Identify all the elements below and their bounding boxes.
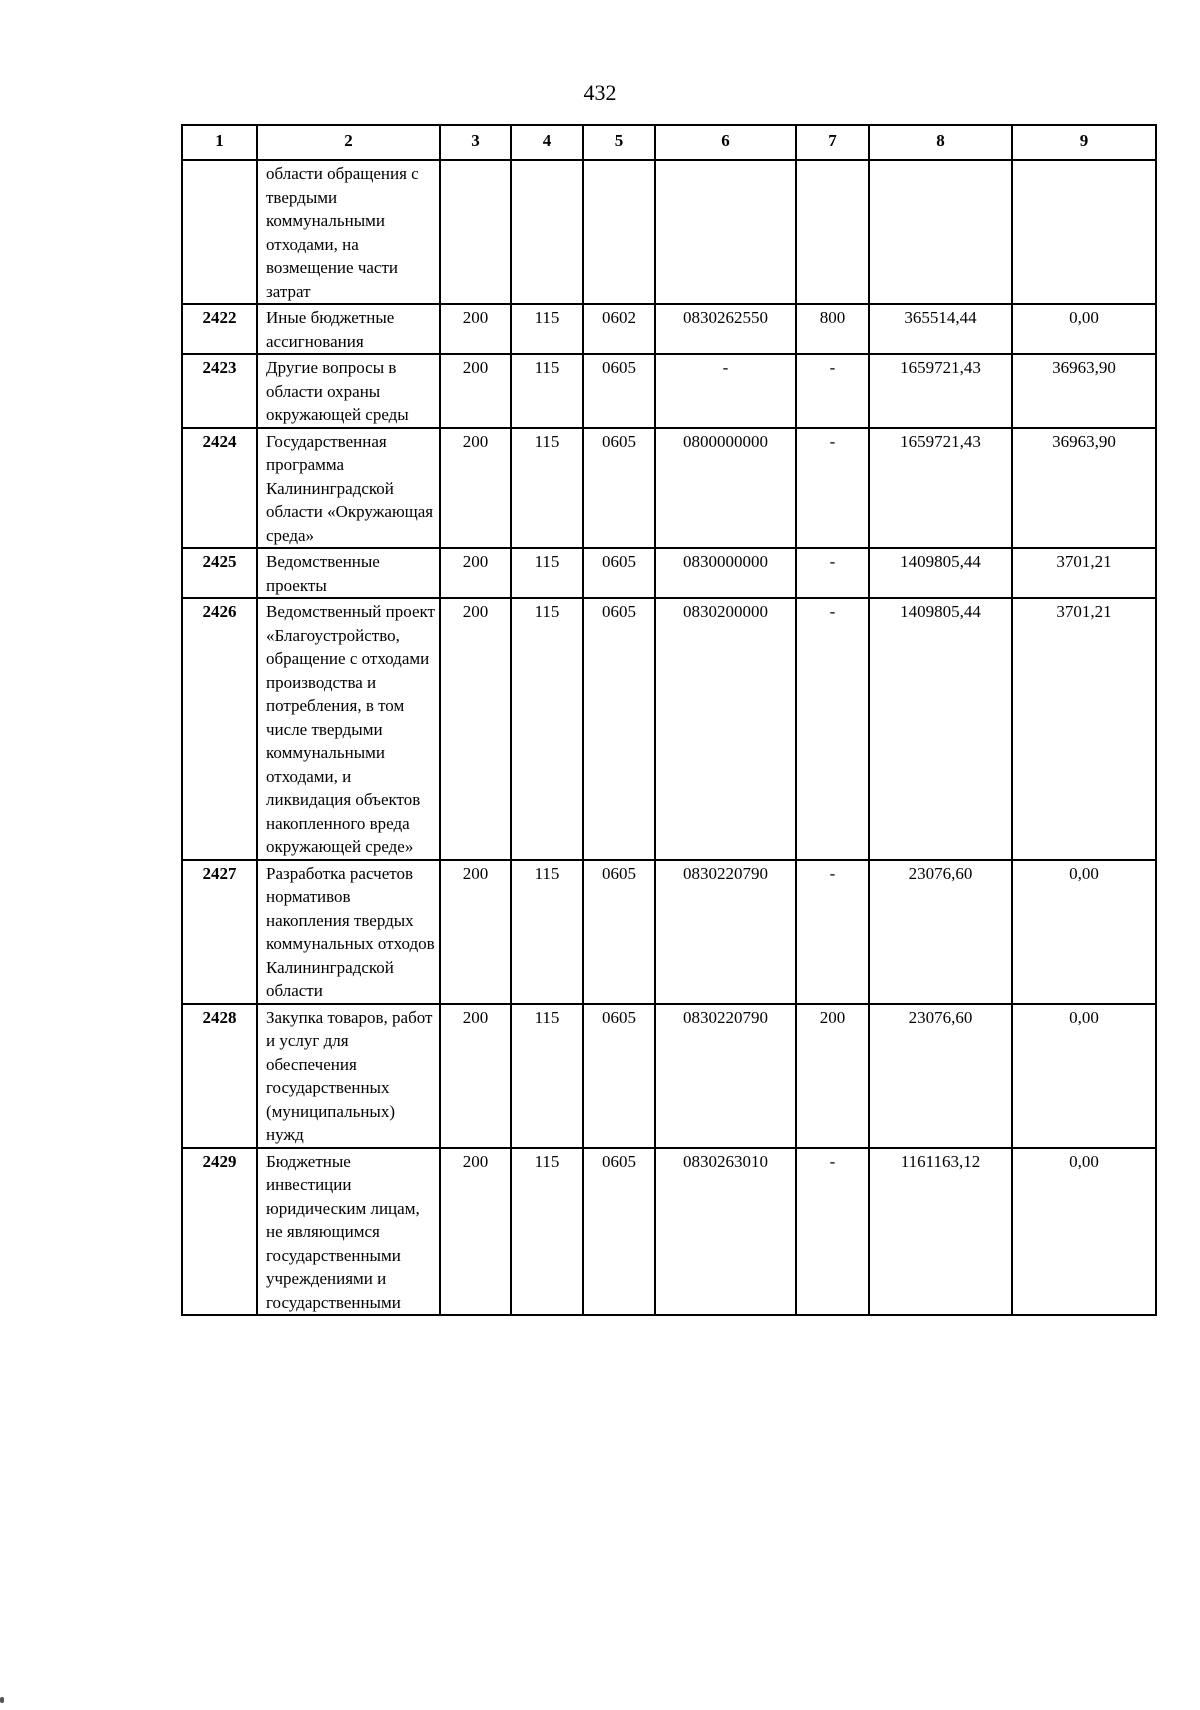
table-row xyxy=(182,1148,1156,1316)
expense-type-cell: - xyxy=(796,548,869,598)
amount-cell: 1161163,12 xyxy=(869,1148,1012,1316)
amount-secondary-cell xyxy=(1012,160,1156,304)
row-number-cell: 2427 xyxy=(182,860,257,1004)
target-article-cell: 0830000000 xyxy=(655,548,796,598)
column-header: 5 xyxy=(583,125,655,160)
row-name-cell: Иные бюджетные ассигнования xyxy=(257,304,440,354)
row-name-cell: Разработка расчетов нормативов накопления твердых коммунальных отходов Калининградской области xyxy=(257,860,440,1004)
ministry-code-cell xyxy=(511,160,583,304)
amount-cell: 23076,60 xyxy=(869,860,1012,1004)
table-row xyxy=(182,1004,1156,1148)
section-code-cell: 0605 xyxy=(583,1004,655,1148)
target-article-cell: 0800000000 xyxy=(655,428,796,549)
admin-code-cell: 200 xyxy=(440,860,511,1004)
expense-type-cell: - xyxy=(796,598,869,860)
table-header-row xyxy=(182,125,1156,160)
ministry-code-cell: 115 xyxy=(511,428,583,549)
expense-type-cell: - xyxy=(796,428,869,549)
ministry-code-cell: 115 xyxy=(511,548,583,598)
ministry-code-cell: 115 xyxy=(511,304,583,354)
table-row xyxy=(182,598,1156,860)
section-code-cell: 0605 xyxy=(583,1148,655,1316)
row-name-cell: Ведомственные проекты xyxy=(257,548,440,598)
row-number-cell: 2428 xyxy=(182,1004,257,1148)
row-name-cell: Бюджетные инвестиции юридическим лицам, не являющимся государственными учреждениями и государственными xyxy=(257,1148,440,1316)
admin-code-cell: 200 xyxy=(440,304,511,354)
ministry-code-cell: 115 xyxy=(511,1004,583,1148)
scan-speck xyxy=(0,1697,4,1703)
target-article-cell: 0830200000 xyxy=(655,598,796,860)
target-article-cell: 0830262550 xyxy=(655,304,796,354)
ministry-code-cell: 115 xyxy=(511,598,583,860)
expense-type-cell: - xyxy=(796,1148,869,1316)
amount-secondary-cell: 0,00 xyxy=(1012,304,1156,354)
amount-cell xyxy=(869,160,1012,304)
row-number-cell: 2422 xyxy=(182,304,257,354)
admin-code-cell: 200 xyxy=(440,598,511,860)
row-name-cell: Ведомственный проект «Благоустройство, обращение с отходами производства и потребления, в том числе твердыми коммунальными отходами, и ликвидация объектов накопленного вреда окружающей среде» xyxy=(257,598,440,860)
table-row xyxy=(182,354,1156,428)
admin-code-cell: 200 xyxy=(440,1148,511,1316)
expense-type-cell: 800 xyxy=(796,304,869,354)
page-number: 432 xyxy=(583,80,617,105)
amount-secondary-cell: 36963,90 xyxy=(1012,354,1156,428)
admin-code-cell: 200 xyxy=(440,428,511,549)
expense-type-cell: - xyxy=(796,860,869,1004)
ministry-code-cell: 115 xyxy=(511,860,583,1004)
target-article-cell: 0830220790 xyxy=(655,860,796,1004)
ministry-code-cell: 115 xyxy=(511,354,583,428)
admin-code-cell: 200 xyxy=(440,548,511,598)
ministry-code-cell: 115 xyxy=(511,1148,583,1316)
amount-secondary-cell: 0,00 xyxy=(1012,1148,1156,1316)
target-article-cell: - xyxy=(655,354,796,428)
target-article-cell: 0830220790 xyxy=(655,1004,796,1148)
section-code-cell: 0602 xyxy=(583,304,655,354)
column-header: 3 xyxy=(440,125,511,160)
section-code-cell: 0605 xyxy=(583,598,655,860)
amount-secondary-cell: 0,00 xyxy=(1012,1004,1156,1148)
expense-type-cell: 200 xyxy=(796,1004,869,1148)
table-row xyxy=(182,548,1156,598)
row-number-cell: 2425 xyxy=(182,548,257,598)
target-article-cell: 0830263010 xyxy=(655,1148,796,1316)
amount-cell: 23076,60 xyxy=(869,1004,1012,1148)
row-name-cell: Государственная программа Калининградской области «Окружающая среда» xyxy=(257,428,440,549)
section-code-cell: 0605 xyxy=(583,428,655,549)
expense-type-cell: - xyxy=(796,354,869,428)
amount-secondary-cell: 0,00 xyxy=(1012,860,1156,1004)
amount-secondary-cell: 3701,21 xyxy=(1012,548,1156,598)
column-header: 6 xyxy=(655,125,796,160)
column-header: 7 xyxy=(796,125,869,160)
table-row xyxy=(182,304,1156,354)
row-name-cell: Другие вопросы в области охраны окружающей среды xyxy=(257,354,440,428)
amount-cell: 1659721,43 xyxy=(869,354,1012,428)
table-row xyxy=(182,860,1156,1004)
amount-cell: 1659721,43 xyxy=(869,428,1012,549)
row-number-cell: 2423 xyxy=(182,354,257,428)
row-number-cell: 2426 xyxy=(182,598,257,860)
amount-cell: 1409805,44 xyxy=(869,598,1012,860)
row-number-cell: 2429 xyxy=(182,1148,257,1316)
table-row xyxy=(182,160,1156,304)
section-code-cell: 0605 xyxy=(583,354,655,428)
section-code-cell xyxy=(583,160,655,304)
column-header: 8 xyxy=(869,125,1012,160)
row-number-cell: 2424 xyxy=(182,428,257,549)
section-code-cell: 0605 xyxy=(583,860,655,1004)
admin-code-cell xyxy=(440,160,511,304)
amount-secondary-cell: 36963,90 xyxy=(1012,428,1156,549)
row-number-cell xyxy=(182,160,257,304)
table-row xyxy=(182,428,1156,549)
row-name-cell: Закупка товаров, работ и услуг для обеспечения государственных (муниципальных) нужд xyxy=(257,1004,440,1148)
budget-table xyxy=(181,124,1157,1316)
column-header: 2 xyxy=(257,125,440,160)
amount-secondary-cell: 3701,21 xyxy=(1012,598,1156,860)
expense-type-cell xyxy=(796,160,869,304)
amount-cell: 1409805,44 xyxy=(869,548,1012,598)
row-name-cell: области обращения с твердыми коммунальными отходами, на возмещение части затрат xyxy=(257,160,440,304)
admin-code-cell: 200 xyxy=(440,354,511,428)
admin-code-cell: 200 xyxy=(440,1004,511,1148)
target-article-cell xyxy=(655,160,796,304)
column-header: 1 xyxy=(182,125,257,160)
amount-cell: 365514,44 xyxy=(869,304,1012,354)
column-header: 9 xyxy=(1012,125,1156,160)
section-code-cell: 0605 xyxy=(583,548,655,598)
column-header: 4 xyxy=(511,125,583,160)
